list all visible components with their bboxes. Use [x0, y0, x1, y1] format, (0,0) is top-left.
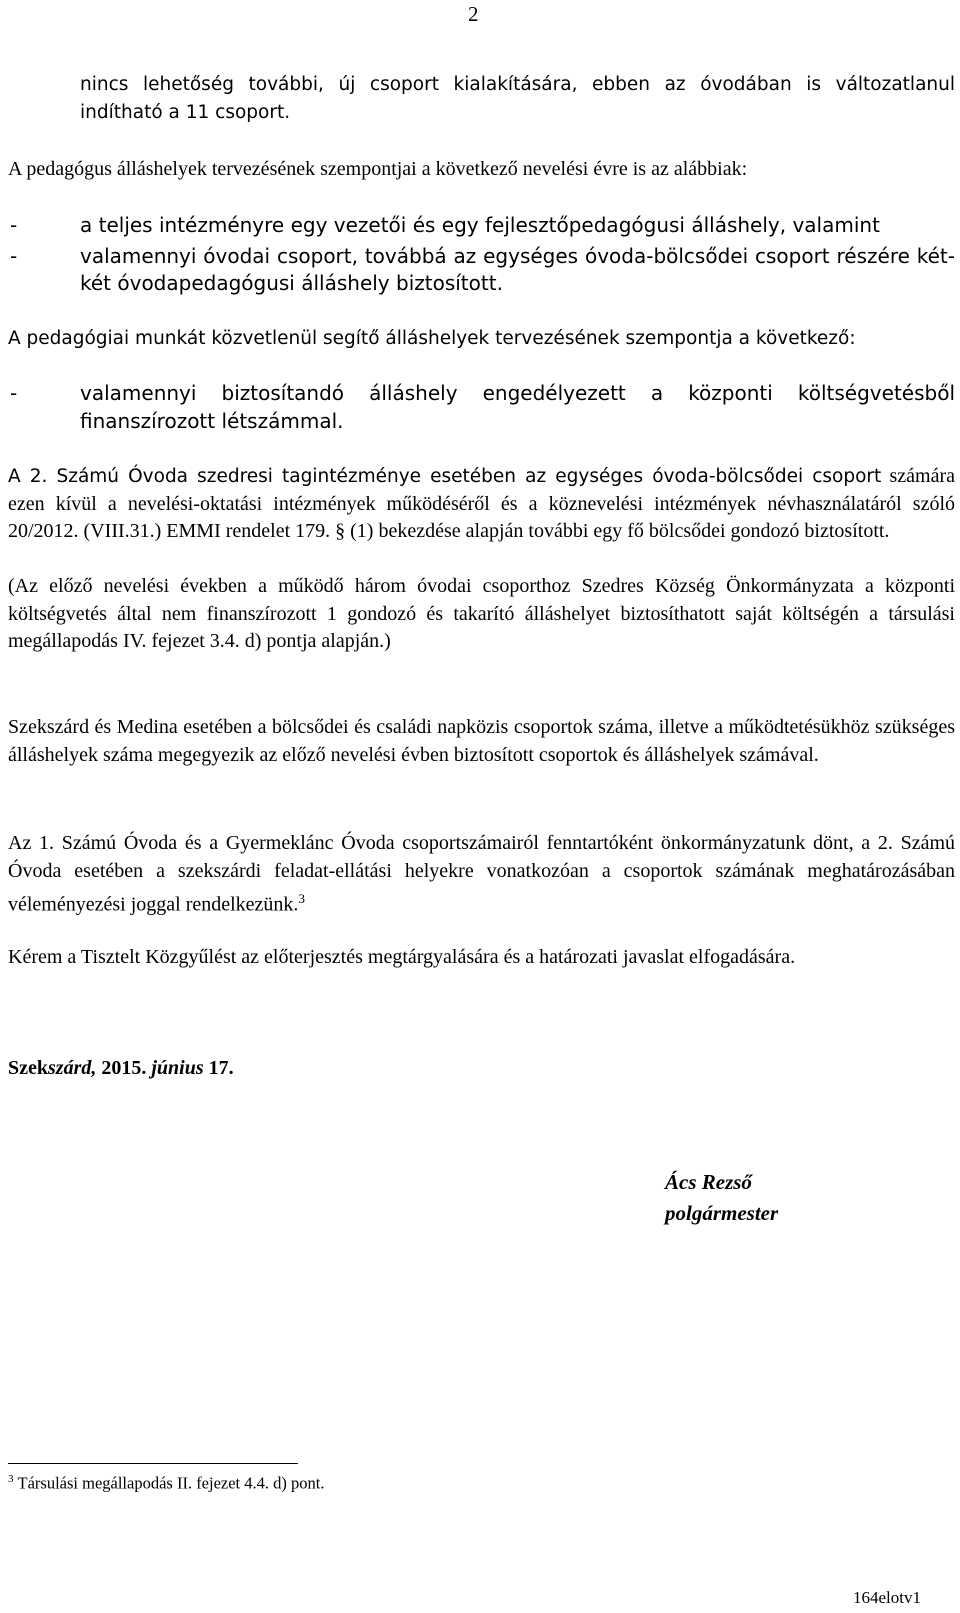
footnote-text: Társulási megállapodás II. fejezet 4.4. d) pont. — [17, 1473, 325, 1493]
footnote — [8, 1473, 324, 1494]
intro-paragraph: nincs lehetőség további, új csoport kialakítására, ebben az óvodában is változatlanul indítható a 11 csoport. — [80, 74, 955, 123]
list-dash: - — [10, 381, 18, 405]
date-day: 17. — [203, 1057, 234, 1079]
footnote-reference: 3 — [298, 891, 305, 906]
az-elozo-paragraph: (Az előző nevelési években a működő három óvodai csoporthoz Szedres Község Önkormányzata a központi költségvetés által nem finanszírozott 1 gondozó és takarító álláshelyet biztosíthatott saját költségén a társulási megállapodás IV. fejezet 3.4. d) pontja alapján.) — [8, 575, 955, 652]
document-code: 164elotv1 — [853, 1588, 921, 1607]
date-city-italic: szárd, — [48, 1057, 97, 1079]
list-item — [8, 243, 955, 298]
page-number: 2 — [468, 2, 479, 26]
segito-paragraph: A pedagógiai munkát közvetlenül segítő álláshelyek tervezésének szempontja a következő: — [8, 328, 856, 349]
pedagogus-list — [8, 212, 955, 298]
segito-list — [8, 380, 955, 435]
signature-title: polgármester — [665, 1201, 779, 1225]
list-dash: - — [10, 213, 18, 237]
az1-paragraph — [8, 830, 955, 919]
szedres-first-line: A 2. Számú Óvoda szedresi tagintézménye esetében az egységes óvoda-bölcsődei csoport — [8, 466, 882, 487]
date-year: 2015. — [96, 1057, 147, 1079]
list-dash: - — [10, 243, 18, 268]
signature-name: Ács Rezső — [665, 1170, 752, 1194]
footnote-divider — [8, 1463, 298, 1464]
list-item — [8, 212, 955, 240]
szedres-rest: számára ezen kívül a nevelési-oktatási intézmények működéséről és a köznevelési intézmények névhasználatáról szóló 20/2012. (VIII.31.) EMMI rendelet 179. § (1) bekezdése alapján további egy fő bölcsődei gondozó biztosított. — [8, 465, 956, 542]
date-month: június — [146, 1057, 204, 1079]
signature-block — [665, 1167, 778, 1229]
date-city: Szek — [8, 1057, 48, 1079]
az1-text: Az 1. Számú Óvoda és a Gyermeklánc Óvoda csoportszámairól fenntartóként önkormányzatunk dönt, a 2. Számú Óvoda esetében a szekszárdi feladat-ellátási helyekre vonatkozóan a csoportok számának meghatározásában véleményezési joggal rendelkezünk. — [8, 832, 955, 916]
list-item-text: valamennyi biztosítandó álláshely engedélyezett a központi költségvetésből finanszírozott létszámmal. — [80, 381, 955, 433]
footnote-number: 3 — [8, 1473, 14, 1485]
pedagogus-paragraph: A pedagógus álláshelyek tervezésének szempontjai a következő nevelési évre is az alábbiak: — [8, 158, 748, 180]
list-item — [8, 380, 955, 435]
list-item-text: valamennyi óvodai csoport, továbbá az egységes óvoda-bölcsődei csoport részére két-két óvodapedagógusi álláshely biztosított. — [80, 243, 955, 295]
list-item-text: a teljes intézményre egy vezetői és egy fejlesztőpedagógusi álláshely, valamint — [80, 213, 880, 237]
date-line — [8, 1055, 955, 1083]
szekszard-paragraph: Szekszárd és Medina esetében a bölcsődei és családi napközis csoportok száma, illetve a működtetésükhöz szükséges álláshelyek száma megegyezik az előző nevelési évben biztosított csoportok és álláshelyek számával. — [8, 716, 955, 766]
kerem-paragraph: Kérem a Tisztelt Közgyűlést az előterjesztés megtárgyalására és a határozati javaslat elfogadására. — [8, 946, 796, 968]
szedres-paragraph — [8, 463, 955, 546]
